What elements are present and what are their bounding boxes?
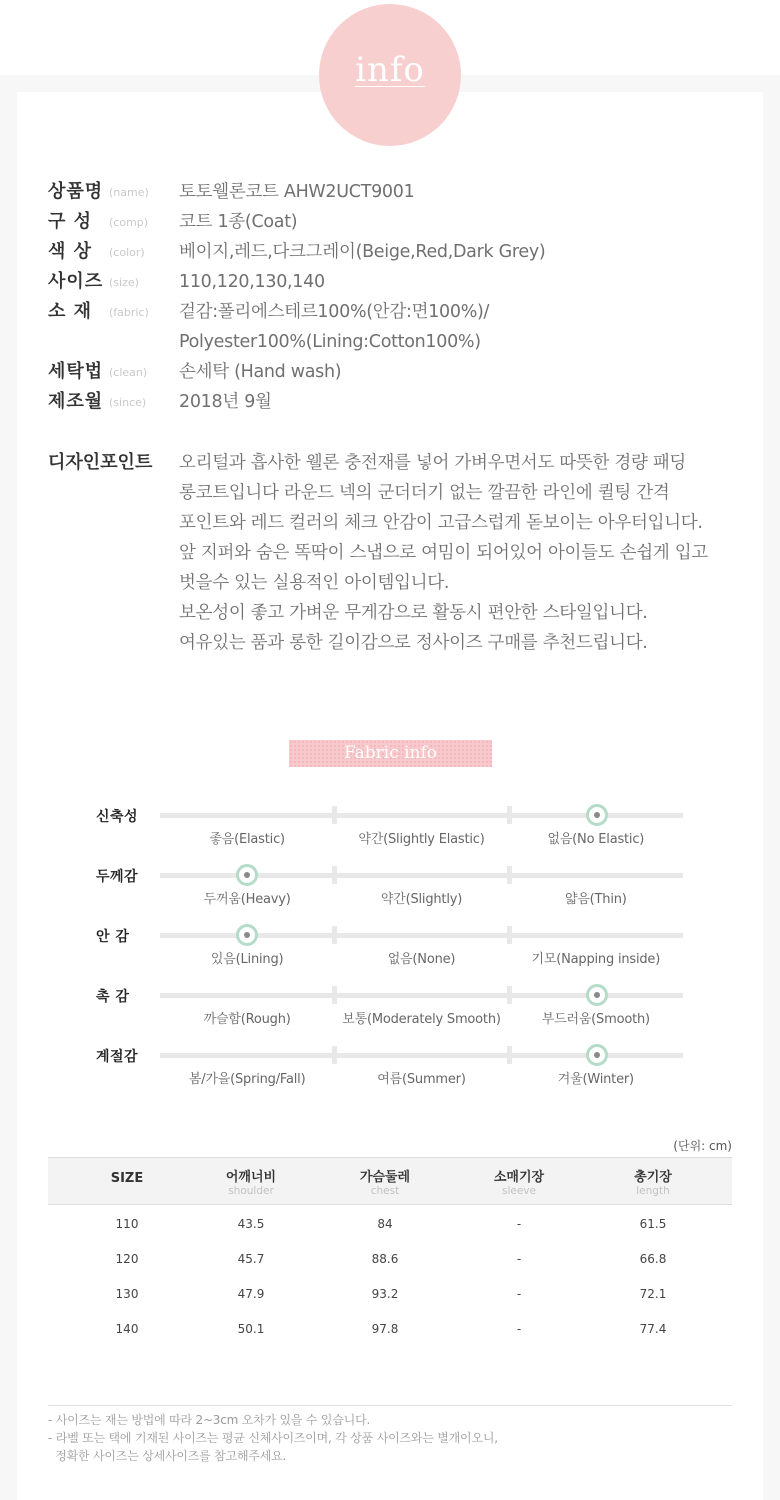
table-cell: 50.1 xyxy=(237,1322,265,1336)
size-unit: (단위: cm) xyxy=(673,1139,732,1153)
table-cell: 45.7 xyxy=(237,1252,265,1266)
fabric-scale-tick xyxy=(332,926,337,944)
info-label: 구 성 xyxy=(48,211,93,232)
note-line: 정확한 사이즈는 상세사이즈를 참고해주세요. xyxy=(48,1449,287,1463)
design-point-line: 롱코트입니다 라운드 넥의 군더더기 없는 깔끔한 라인에 퀼팅 간격 xyxy=(179,483,670,503)
header-label-en: chest xyxy=(370,1185,400,1197)
design-point-line: 앞 지퍼와 숨은 똑딱이 스냅으로 여밈이 되어있어 아이들도 손쉽게 입고 xyxy=(179,543,708,563)
table-cell: - xyxy=(516,1322,522,1336)
design-point-line: 보온성이 좋고 가벼운 무게감으로 활동시 편안한 스타일입니다. xyxy=(179,603,648,623)
header-label-en: length xyxy=(636,1185,670,1197)
info-value: 2018년 9월 xyxy=(179,392,272,412)
table-cell: - xyxy=(516,1252,522,1266)
header-label: SIZE xyxy=(110,1171,144,1186)
fabric-row-label: 계절감 xyxy=(96,1049,139,1065)
fabric-row-label: 신축성 xyxy=(96,809,139,825)
info-label-en: (color) xyxy=(109,246,145,259)
header-label: 소매기장 xyxy=(493,1170,545,1185)
header-label: 어깨너비 xyxy=(225,1170,277,1185)
fabric-scale-tick xyxy=(507,1046,512,1064)
size-table-header xyxy=(48,1157,732,1205)
table-cell: 97.8 xyxy=(371,1322,399,1336)
fabric-scale-tick xyxy=(332,986,337,1004)
info-value: 토토웰론코트 AHW2UCT9001 xyxy=(179,182,415,202)
table-cell: 120 xyxy=(115,1252,139,1266)
fabric-option: 기모(Napping inside) xyxy=(531,952,661,967)
info-row xyxy=(48,267,748,297)
design-point-line: 오리털과 흡사한 웰론 충전재를 넣어 가벼우면서도 따뜻한 경량 패딩 xyxy=(179,453,687,473)
info-value: 베이지,레드,다크그레이(Beige,Red,Dark Grey) xyxy=(179,242,546,262)
info-row xyxy=(48,237,748,267)
info-value: 코트 1종(Coat) xyxy=(179,212,298,232)
info-title: info xyxy=(355,50,425,90)
fabric-option: 있음(Lining) xyxy=(210,952,284,967)
design-point-label: 디자인포인트 xyxy=(48,452,153,473)
header-label-en: sleeve xyxy=(502,1185,536,1197)
fabric-selected-dot xyxy=(236,864,258,886)
design-point-line: 포인트와 레드 컬러의 체크 안감이 고급스럽게 돋보이는 아우터입니다. xyxy=(179,513,703,533)
info-label-en: (since) xyxy=(109,396,147,409)
design-point-line: 벗을수 있는 실용적인 아이템입니다. xyxy=(179,573,450,593)
fabric-option: 약간(Slightly) xyxy=(380,892,463,907)
fabric-scale-tick xyxy=(332,806,337,824)
table-cell: 88.6 xyxy=(371,1252,399,1266)
fabric-option: 두꺼움(Heavy) xyxy=(203,892,291,907)
header-label-en: shoulder xyxy=(228,1185,274,1197)
table-cell: 47.9 xyxy=(237,1287,265,1301)
header-label: 가슴둘레 xyxy=(359,1170,411,1185)
info-value: 110,120,130,140 xyxy=(179,272,325,292)
table-cell: 140 xyxy=(115,1322,139,1336)
table-cell: 110 xyxy=(115,1217,139,1231)
info-value: Polyester100%(Lining:Cotton100%) xyxy=(179,332,481,352)
fabric-selected-dot xyxy=(586,804,608,826)
info-row xyxy=(48,387,748,417)
fabric-scale-tick xyxy=(332,1046,337,1064)
header-label: 총기장 xyxy=(634,1170,672,1185)
fabric-scale-tick xyxy=(507,866,512,884)
fabric-option: 약간(Slightly Elastic) xyxy=(358,832,485,847)
info-row xyxy=(48,297,748,352)
fabric-option: 없음(No Elastic) xyxy=(547,832,645,847)
info-label-en: (size) xyxy=(109,276,139,289)
size-table-header-cell xyxy=(67,1171,187,1186)
table-cell: - xyxy=(516,1287,522,1301)
size-table-header-cell xyxy=(459,1170,579,1198)
info-label: 상품명 xyxy=(48,181,104,202)
fabric-row-label: 촉 감 xyxy=(96,989,130,1005)
note-line: - 라벨 또는 택에 기재된 사이즈는 평균 신체사이즈이며, 각 상품 사이즈와는 별개이오니, xyxy=(48,1431,498,1445)
fabric-row-label: 안 감 xyxy=(96,929,130,945)
note-line: - 사이즈는 재는 방법에 따라 2~3cm 오차가 있을 수 있습니다. xyxy=(48,1413,371,1427)
size-table-header-cell xyxy=(191,1170,311,1198)
info-value: 겉감:폴리에스테르100%(안감:면100%)/ xyxy=(179,302,490,322)
table-cell: 66.8 xyxy=(639,1252,667,1266)
info-label-en: (name) xyxy=(109,186,149,199)
fabric-scale-tick xyxy=(332,866,337,884)
fabric-option: 여름(Summer) xyxy=(377,1072,466,1087)
table-cell: 84 xyxy=(377,1217,393,1231)
table-cell: 130 xyxy=(115,1287,139,1301)
table-cell: 43.5 xyxy=(237,1217,265,1231)
info-label: 색 상 xyxy=(48,241,93,262)
fabric-option: 좋음(Elastic) xyxy=(209,832,285,847)
fabric-option: 까슬함(Rough) xyxy=(203,1012,291,1027)
info-label: 사이즈 xyxy=(48,271,104,292)
fabric-option: 부드러움(Smooth) xyxy=(541,1012,650,1027)
fabric-option: 보통(Moderately Smooth) xyxy=(342,1012,501,1027)
info-label-en: (fabric) xyxy=(109,306,149,319)
fabric-info-header: Fabric info xyxy=(289,740,492,767)
fabric-option: 봄/가을(Spring/Fall) xyxy=(188,1072,306,1087)
info-label-en: (clean) xyxy=(109,366,148,379)
info-value: 손세탁 (Hand wash) xyxy=(179,362,342,382)
info-label: 세탁법 xyxy=(48,361,104,382)
info-label: 제조월 xyxy=(48,391,104,412)
info-row xyxy=(48,177,748,207)
table-cell: 77.4 xyxy=(639,1322,667,1336)
table-cell: 93.2 xyxy=(371,1287,399,1301)
fabric-scale-tick xyxy=(507,806,512,824)
design-point-line: 여유있는 품과 롱한 길이감으로 정사이즈 구매를 추천드립니다. xyxy=(179,633,648,653)
fabric-row-label: 두께감 xyxy=(96,869,139,885)
fabric-option: 겨울(Winter) xyxy=(557,1072,634,1087)
info-label: 소 재 xyxy=(48,301,93,322)
table-cell: 61.5 xyxy=(639,1217,667,1231)
size-table-header-cell xyxy=(325,1170,445,1198)
fabric-scale-tick xyxy=(507,926,512,944)
fabric-option: 얇음(Thin) xyxy=(564,892,627,907)
info-row xyxy=(48,357,748,387)
size-table-header-cell xyxy=(593,1170,713,1198)
fabric-selected-dot xyxy=(236,924,258,946)
fabric-option: 없음(None) xyxy=(387,952,456,967)
info-label-en: (comp) xyxy=(109,216,149,229)
table-cell: - xyxy=(516,1217,522,1231)
fabric-selected-dot xyxy=(586,984,608,1006)
notes-divider xyxy=(48,1405,732,1406)
info-row xyxy=(48,207,748,237)
table-cell: 72.1 xyxy=(639,1287,667,1301)
fabric-scale-tick xyxy=(507,986,512,1004)
fabric-selected-dot xyxy=(586,1044,608,1066)
